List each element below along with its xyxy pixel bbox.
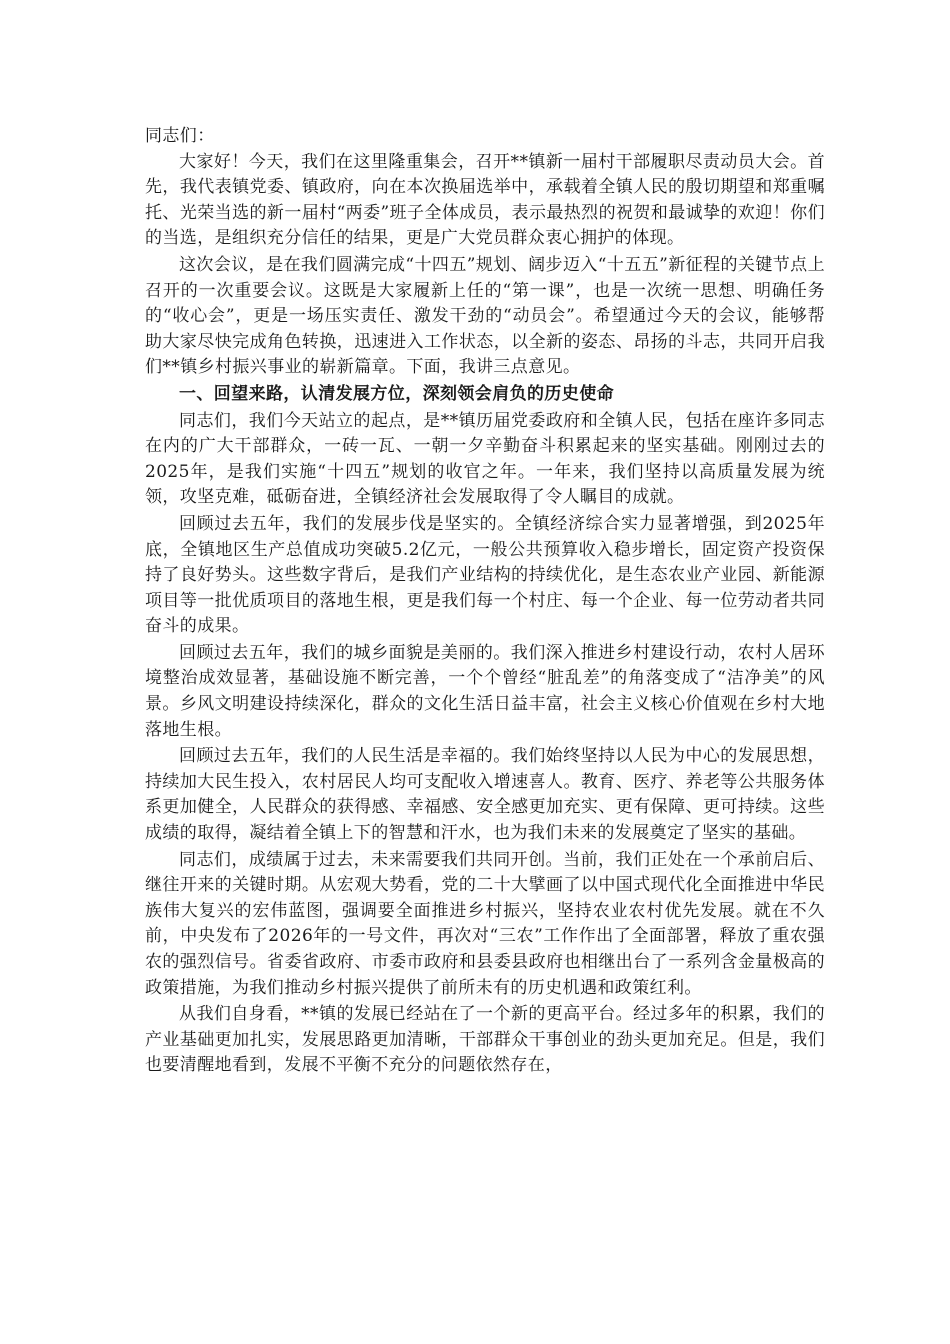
paragraph-starting-point: 同志们，我们今天站立的起点，是**镇历届党委政府和全镇人民，包括在座许多同志在内的广大干部群众，一砖一瓦、一朝一夕辛勤奋斗积累起来的坚实基础。刚刚过去的2025年，是我们实施“十四五”规划的收官之年。一年来，我们坚持以高质量发展为统领，攻坚克难，砥砺奋进，全镇经济社会发展取得了令人瞩目的成就。 xyxy=(145,410,825,508)
salutation: 同志们： xyxy=(145,126,215,146)
paragraph-development-review: 回顾过去五年，我们的发展步伐是坚实的。全镇经济综合实力显著增强，到2025年底，全镇地区生产总值成功突破5.2亿元，一般公共预算收入稳步增长，固定资产投资保持了良好势头。这些数字背后，是我们产业结构的持续优化，是生态农业产业园、新能源项目等一批优质项目的落地生根，更是我们每一个村庄、每一个企业、每一位劳动者共同奋斗的成果。 xyxy=(145,513,825,637)
section-heading: 一、回望来路，认清发展方位，深刻领会肩负的历史使命 xyxy=(179,383,614,404)
document-page xyxy=(145,124,825,1080)
paragraph-opening: 大家好！今天，我们在这里隆重集会，召开**镇新一届村干部履职尽责动员大会。首先，我代表镇党委、镇政府，向在本次换届选举中，承载着全镇人民的殷切期望和郑重嘱托、光荣当选的新一届村“两委”班子全体成员，表示最热烈的祝贺和最诚挚的欢迎！你们的当选，是组织充分信任的结果，更是广大党员群众衷心拥护的体现。 xyxy=(145,151,825,249)
paragraph-livelihood-review: 回顾过去五年，我们的人民生活是幸福的。我们始终坚持以人民为中心的发展思想，持续加大民生投入，农村居民人均可支配收入增速喜人。教育、医疗、养老等公共服务体系更加健全，人民群众的获得感、幸福感、安全感更加充实、更有保障、更可持续。这些成绩的取得，凝结着全镇上下的智慧和汗水，也为我们未来的发展奠定了坚实的基础。 xyxy=(145,746,825,844)
paragraph-meeting-purpose: 这次会议，是在我们圆满完成“十四五”规划、阔步迈入“十五五”新征程的关键节点上召开的一次重要会议。这既是大家履新上任的“第一课”，也是一次统一思想、明确任务的“收心会”，更是一场压实责任、激发干劲的“动员会”。希望通过今天的会议，能够帮助大家尽快完成角色转换，迅速进入工作状态，以全新的姿态、昂扬的斗志，共同开启我们**镇乡村振兴事业的崭新篇章。下面，我讲三点意见。 xyxy=(145,254,825,378)
paragraph-macro-situation: 同志们，成绩属于过去，未来需要我们共同开创。当前，我们正处在一个承前启后、继往开来的关键时期。从宏观大势看，党的二十大擘画了以中国式现代化全面推进中华民族伟大复兴的宏伟蓝图，强调要全面推进乡村振兴，坚持农业农村优先发展。就在不久前，中央发布了2026年的一号文件，再次对“三农”工作作出了全面部署，释放了重农强农的强烈信号。省委省政府、市委市政府和县委县政府也相继出台了一系列含金量极高的政策措施，为我们推动乡村振兴提供了前所未有的历史机遇和政策红利。 xyxy=(145,849,825,998)
paragraph-self-assessment: 从我们自身看，**镇的发展已经站在了一个新的更高平台。经过多年的积累，我们的产业基础更加扎实，发展思路更加清晰，干部群众干事创业的劲头更加充足。但是，我们也要清醒地看到，发展不平衡不充分的问题依然存在， xyxy=(145,1004,825,1076)
paragraph-urban-rural-review: 回顾过去五年，我们的城乡面貌是美丽的。我们深入推进乡村建设行动，农村人居环境整治成效显著，基础设施不断完善，一个个曾经“脏乱差”的角落变成了“洁净美”的风景。乡风文明建设持续深化，群众的文化生活日益丰富，社会主义核心价值观在乡村大地落地生根。 xyxy=(145,642,825,740)
